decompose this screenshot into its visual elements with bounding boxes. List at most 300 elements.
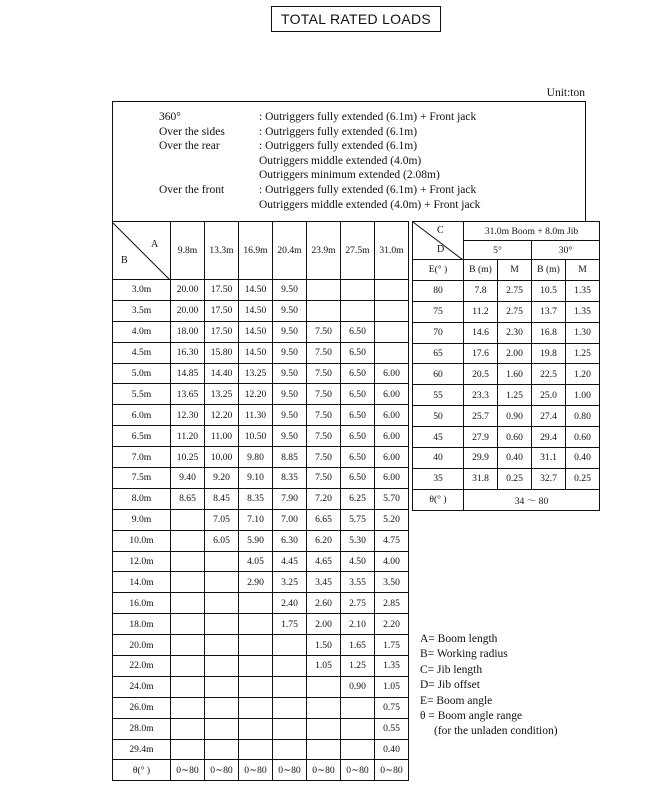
table-row (413, 322, 600, 343)
page-title: TOTAL RATED LOADS (271, 6, 441, 32)
condition-desc: : Outriggers fully extended (6.1m) + Front jack (259, 184, 477, 196)
load-cell: 1.25 (341, 656, 375, 677)
load-cell: 3.55 (341, 572, 375, 593)
jib-value-cell: 16.8 (532, 322, 566, 343)
jib-value-cell: 31.1 (532, 448, 566, 469)
corner-label-a: A (151, 238, 159, 250)
working-radius-cell: 5.0m (113, 363, 171, 384)
jib-value-cell: 0.90 (498, 406, 532, 427)
load-cell: 5.20 (375, 509, 409, 530)
table-row (413, 385, 600, 406)
boom-length-header: 16.9m (239, 222, 273, 280)
load-cell: 7.50 (307, 447, 341, 468)
working-radius-cell: 3.5m (113, 300, 171, 321)
load-header: M (566, 260, 600, 281)
jib-value-cell: 20.5 (464, 364, 498, 385)
jib-offset-header: 5° (464, 241, 532, 260)
angle-range-cell: 0∼80 (307, 760, 341, 781)
jib-offset-header: 30° (532, 241, 600, 260)
load-cell: 6.50 (341, 426, 375, 447)
load-cell: 4.65 (307, 551, 341, 572)
load-cell (171, 530, 205, 551)
jib-value-cell: 11.2 (464, 301, 498, 322)
working-radius-cell: 22.0m (113, 656, 171, 677)
angle-range-cell: 0∼80 (205, 760, 239, 781)
jib-header: 31.0m Boom + 8.0m Jib (464, 222, 600, 241)
load-cell: 5.70 (375, 488, 409, 509)
jib-value-cell: 27.9 (464, 427, 498, 448)
load-cell: 12.20 (205, 405, 239, 426)
working-radius-cell: 3.0m (113, 280, 171, 301)
condition-label: Over the sides (159, 125, 225, 138)
load-cell: 17.50 (205, 321, 239, 342)
load-cell: 16.30 (171, 342, 205, 363)
load-cell (205, 614, 239, 635)
working-radius-cell: 6.5m (113, 426, 171, 447)
load-cell (307, 300, 341, 321)
load-cell: 2.10 (341, 614, 375, 635)
table-row (413, 301, 600, 322)
legend-item: E= Boom angle (420, 694, 493, 707)
radius-header: B (m) (464, 260, 498, 281)
jib-value-cell: 1.30 (566, 322, 600, 343)
load-cell (239, 656, 273, 677)
load-cell (171, 593, 205, 614)
load-cell: 14.50 (239, 300, 273, 321)
load-cell: 13.65 (171, 384, 205, 405)
condition-label: Over the front (159, 184, 225, 196)
load-cell: 0.90 (341, 676, 375, 697)
load-cell (205, 739, 239, 760)
boom-length-header: 23.9m (307, 222, 341, 280)
load-cell: 6.50 (341, 468, 375, 489)
jib-value-cell: 25.7 (464, 406, 498, 427)
table-row (113, 321, 409, 342)
angle-range-cell: 0∼80 (341, 760, 375, 781)
table-row (413, 406, 600, 427)
jib-value-cell: 0.40 (566, 448, 600, 469)
working-radius-cell: 24.0m (113, 676, 171, 697)
load-cell: 1.75 (273, 614, 307, 635)
load-cell: 0.55 (375, 718, 409, 739)
working-radius-cell: 8.0m (113, 488, 171, 509)
boom-length-header: 9.8m (171, 222, 205, 280)
table-row (113, 593, 409, 614)
condition-label: Over the rear (159, 140, 220, 153)
load-cell: 6.00 (375, 468, 409, 489)
load-cell (239, 676, 273, 697)
jib-value-cell: 27.4 (532, 406, 566, 427)
jib-value-cell: 31.8 (464, 468, 498, 489)
load-cell: 6.00 (375, 405, 409, 426)
load-cell (307, 676, 341, 697)
load-cell: 5.30 (341, 530, 375, 551)
load-cell: 8.65 (171, 488, 205, 509)
load-cell: 3.45 (307, 572, 341, 593)
table-row (113, 426, 409, 447)
load-cell: 2.00 (307, 614, 341, 635)
load-cell: 14.40 (205, 363, 239, 384)
legend-item: C= Jib length (420, 663, 483, 676)
table-row (113, 635, 409, 656)
jib-label-c: C (437, 225, 444, 236)
load-cell: 14.85 (171, 363, 205, 384)
load-cell: 17.50 (205, 280, 239, 301)
table-row (113, 718, 409, 739)
load-cell (273, 676, 307, 697)
table-row (413, 468, 600, 489)
load-cell: 7.50 (307, 363, 341, 384)
boom-angle-cell: 45 (413, 427, 464, 448)
load-cell (239, 593, 273, 614)
jib-value-cell: 29.4 (532, 427, 566, 448)
load-cell: 3.50 (375, 572, 409, 593)
load-cell: 7.50 (307, 321, 341, 342)
load-cell: 1.65 (341, 635, 375, 656)
load-cell (205, 635, 239, 656)
load-cell (341, 697, 375, 718)
table-row (413, 280, 600, 301)
load-cell: 7.90 (273, 488, 307, 509)
jib-load-table (412, 221, 600, 511)
table-row (113, 384, 409, 405)
load-cell (205, 572, 239, 593)
load-cell: 6.50 (341, 342, 375, 363)
load-cell (171, 614, 205, 635)
load-cell: 2.40 (273, 593, 307, 614)
conditions-box (112, 101, 586, 222)
load-cell: 11.00 (205, 426, 239, 447)
load-cell: 6.00 (375, 447, 409, 468)
load-cell (307, 718, 341, 739)
load-cell (171, 676, 205, 697)
jib-value-cell: 2.30 (498, 322, 532, 343)
load-cell (307, 697, 341, 718)
load-cell (205, 551, 239, 572)
load-cell (273, 656, 307, 677)
legend-item: (for the unladen condition) (434, 725, 558, 738)
load-cell: 5.75 (341, 509, 375, 530)
load-cell: 18.00 (171, 321, 205, 342)
load-cell: 7.50 (307, 342, 341, 363)
condition-desc: Outriggers minimum extended (2.08m) (259, 169, 440, 182)
jib-value-cell: 1.35 (566, 280, 600, 301)
table-row (113, 697, 409, 718)
legend (420, 632, 558, 740)
load-cell: 8.45 (205, 488, 239, 509)
load-cell: 11.20 (171, 426, 205, 447)
load-cell: 6.30 (273, 530, 307, 551)
load-cell: 13.25 (205, 384, 239, 405)
jib-value-cell: 23.3 (464, 385, 498, 406)
load-cell (171, 656, 205, 677)
load-cell (239, 739, 273, 760)
jib-value-cell: 32.7 (532, 468, 566, 489)
angle-range-cell: 0∼80 (171, 760, 205, 781)
condition-desc: : Outriggers fully extended (6.1m) (259, 125, 418, 138)
condition-desc: : Outriggers fully extended (6.1m) + Front jack (259, 111, 477, 123)
load-cell: 14.50 (239, 342, 273, 363)
load-cell: 2.60 (307, 593, 341, 614)
load-cell: 14.50 (239, 321, 273, 342)
working-radius-cell: 26.0m (113, 697, 171, 718)
jib-value-cell: 14.6 (464, 322, 498, 343)
jib-value-cell: 0.40 (498, 448, 532, 469)
load-cell: 20.00 (171, 280, 205, 301)
legend-item: D= Jib offset (420, 679, 480, 692)
working-radius-cell: 16.0m (113, 593, 171, 614)
load-cell: 6.20 (307, 530, 341, 551)
load-cell (239, 635, 273, 656)
load-cell (273, 635, 307, 656)
load-cell: 20.00 (171, 300, 205, 321)
load-cell: 2.85 (375, 593, 409, 614)
condition-row (159, 110, 477, 125)
jib-value-cell: 19.8 (532, 343, 566, 364)
load-cell (171, 739, 205, 760)
angle-range-cell: 0∼80 (239, 760, 273, 781)
load-cell: 7.50 (307, 426, 341, 447)
load-cell: 10.25 (171, 447, 205, 468)
load-cell: 7.10 (239, 509, 273, 530)
condition-desc: : Outriggers fully extended (6.1m) (259, 140, 418, 153)
boom-length-header: 27.5m (341, 222, 375, 280)
angle-range-cell: 0∼80 (375, 760, 409, 781)
load-cell: 7.50 (307, 384, 341, 405)
load-cell: 2.20 (375, 614, 409, 635)
load-cell: 5.90 (239, 530, 273, 551)
load-cell: 9.50 (273, 363, 307, 384)
working-radius-cell: 20.0m (113, 635, 171, 656)
load-cell: 6.50 (341, 447, 375, 468)
table-row (113, 468, 409, 489)
condition-row (159, 183, 477, 198)
jib-value-cell: 1.35 (566, 301, 600, 322)
radius-header: B (m) (532, 260, 566, 281)
load-cell: 10.50 (239, 426, 273, 447)
table-row (113, 676, 409, 697)
table-row (113, 447, 409, 468)
jib-value-cell: 22.5 (532, 364, 566, 385)
load-cell (171, 572, 205, 593)
load-cell (273, 697, 307, 718)
jib-value-cell: 2.00 (498, 343, 532, 364)
jib-value-cell: 29.9 (464, 448, 498, 469)
load-cell: 7.50 (307, 405, 341, 426)
boom-angle-cell: 40 (413, 448, 464, 469)
load-cell: 9.50 (273, 321, 307, 342)
jib-value-cell: 0.25 (498, 468, 532, 489)
unit-label: Unit:ton (546, 87, 585, 99)
working-radius-cell: 7.0m (113, 447, 171, 468)
load-cell: 15.80 (205, 342, 239, 363)
boom-angle-header: E(° ) (413, 260, 464, 281)
jib-value-cell: 0.60 (566, 427, 600, 448)
load-cell: 0.40 (375, 739, 409, 760)
table-row (113, 551, 409, 572)
load-cell: 2.90 (239, 572, 273, 593)
legend-item: θ = Boom angle range (420, 710, 523, 723)
load-cell: 1.05 (307, 656, 341, 677)
load-cell (341, 280, 375, 301)
jib-value-cell: 2.75 (498, 280, 532, 301)
load-cell (171, 509, 205, 530)
load-cell: 6.25 (341, 488, 375, 509)
load-cell (375, 342, 409, 363)
load-cell: 4.50 (341, 551, 375, 572)
working-radius-cell: 10.0m (113, 530, 171, 551)
boom-angle-cell: 80 (413, 280, 464, 301)
load-cell (171, 718, 205, 739)
boom-angle-cell: 75 (413, 301, 464, 322)
table-row (113, 363, 409, 384)
jib-value-cell: 1.25 (566, 343, 600, 364)
load-cell: 7.05 (205, 509, 239, 530)
load-cell: 9.50 (273, 300, 307, 321)
table-row (113, 656, 409, 677)
jib-corner-cell (413, 222, 464, 260)
table-row (113, 572, 409, 593)
table-row (413, 427, 600, 448)
load-cell: 9.50 (273, 280, 307, 301)
condition-desc: Outriggers middle extended (4.0m) + Front jack (259, 198, 481, 211)
load-cell: 9.10 (239, 468, 273, 489)
condition-row (159, 125, 418, 140)
load-cell: 7.00 (273, 509, 307, 530)
load-cell: 12.20 (239, 384, 273, 405)
boom-angle-cell: 65 (413, 343, 464, 364)
load-cell (307, 739, 341, 760)
table-row (113, 509, 409, 530)
jib-value-cell: 1.00 (566, 385, 600, 406)
load-cell: 3.25 (273, 572, 307, 593)
load-cell: 4.05 (239, 551, 273, 572)
load-cell: 0.75 (375, 697, 409, 718)
working-radius-cell: 29.4m (113, 739, 171, 760)
jib-value-cell: 1.60 (498, 364, 532, 385)
table-row (113, 405, 409, 426)
jib-value-cell: 10.5 (532, 280, 566, 301)
load-cell: 1.50 (307, 635, 341, 656)
working-radius-cell: 18.0m (113, 614, 171, 635)
load-cell: 9.80 (239, 447, 273, 468)
load-cell: 11.30 (239, 405, 273, 426)
load-cell (341, 739, 375, 760)
working-radius-cell: 6.0m (113, 405, 171, 426)
table-row (413, 364, 600, 385)
load-cell (273, 718, 307, 739)
jib-value-cell: 25.0 (532, 385, 566, 406)
jib-value-cell: 7.8 (464, 280, 498, 301)
legend-item: B= Working radius (420, 648, 508, 661)
condition-desc: Outriggers middle extended (4.0m) (259, 154, 422, 167)
load-cell (375, 300, 409, 321)
load-cell: 9.50 (273, 342, 307, 363)
angle-range-cell: 0∼80 (273, 760, 307, 781)
load-header: M (498, 260, 532, 281)
table-row (113, 530, 409, 551)
corner-header-cell (113, 222, 171, 280)
load-cell (205, 676, 239, 697)
jib-value-cell: 0.25 (566, 468, 600, 489)
jib-value-cell: 2.75 (498, 301, 532, 322)
table-row (113, 300, 409, 321)
load-cell: 9.50 (273, 426, 307, 447)
load-cell: 6.50 (341, 405, 375, 426)
load-cell: 6.50 (341, 384, 375, 405)
load-cell: 6.00 (375, 363, 409, 384)
load-cell: 9.40 (171, 468, 205, 489)
load-cell (171, 551, 205, 572)
working-radius-cell: 4.0m (113, 321, 171, 342)
load-cell: 13.25 (239, 363, 273, 384)
jib-label-d: D (437, 244, 445, 255)
boom-length-header: 31.0m (375, 222, 409, 280)
load-cell: 6.50 (341, 363, 375, 384)
load-cell: 14.50 (239, 280, 273, 301)
load-cell: 6.00 (375, 426, 409, 447)
working-radius-cell: 7.5m (113, 468, 171, 489)
load-cell (171, 697, 205, 718)
load-cell (205, 593, 239, 614)
load-cell (171, 635, 205, 656)
load-cell (375, 321, 409, 342)
working-radius-cell: 12.0m (113, 551, 171, 572)
boom-length-header: 13.3m (205, 222, 239, 280)
jib-angle-range: 34 〜 80 (464, 489, 600, 510)
angle-label-cell: θ(° ) (113, 760, 171, 781)
load-cell: 2.75 (341, 593, 375, 614)
load-cell (239, 718, 273, 739)
load-cell: 9.50 (273, 384, 307, 405)
working-radius-cell: 14.0m (113, 572, 171, 593)
jib-value-cell: 0.80 (566, 406, 600, 427)
boom-length-header: 20.4m (273, 222, 307, 280)
load-cell: 8.35 (239, 488, 273, 509)
load-cell: 8.85 (273, 447, 307, 468)
load-cell: 4.00 (375, 551, 409, 572)
table-row (113, 739, 409, 760)
load-cell: 6.50 (341, 321, 375, 342)
load-cell (239, 614, 273, 635)
table-row (413, 448, 600, 469)
load-cell: 12.30 (171, 405, 205, 426)
load-cell: 1.35 (375, 656, 409, 677)
jib-value-cell: 13.7 (532, 301, 566, 322)
load-cell: 8.35 (273, 468, 307, 489)
condition-row (159, 139, 418, 154)
table-row (113, 342, 409, 363)
working-radius-cell: 5.5m (113, 384, 171, 405)
boom-angle-cell: 70 (413, 322, 464, 343)
load-cell: 4.45 (273, 551, 307, 572)
load-cell: 6.05 (205, 530, 239, 551)
load-cell (273, 739, 307, 760)
table-row (413, 343, 600, 364)
table-row (113, 614, 409, 635)
load-cell: 4.75 (375, 530, 409, 551)
condition-label: 360° (159, 111, 181, 123)
load-cell (205, 718, 239, 739)
load-cell: 6.65 (307, 509, 341, 530)
jib-value-cell: 17.6 (464, 343, 498, 364)
load-cell: 10.00 (205, 447, 239, 468)
jib-value-cell: 1.25 (498, 385, 532, 406)
corner-label-b: B (121, 254, 128, 266)
legend-item: A= Boom length (420, 633, 498, 645)
jib-value-cell: 1.20 (566, 364, 600, 385)
working-radius-cell: 4.5m (113, 342, 171, 363)
